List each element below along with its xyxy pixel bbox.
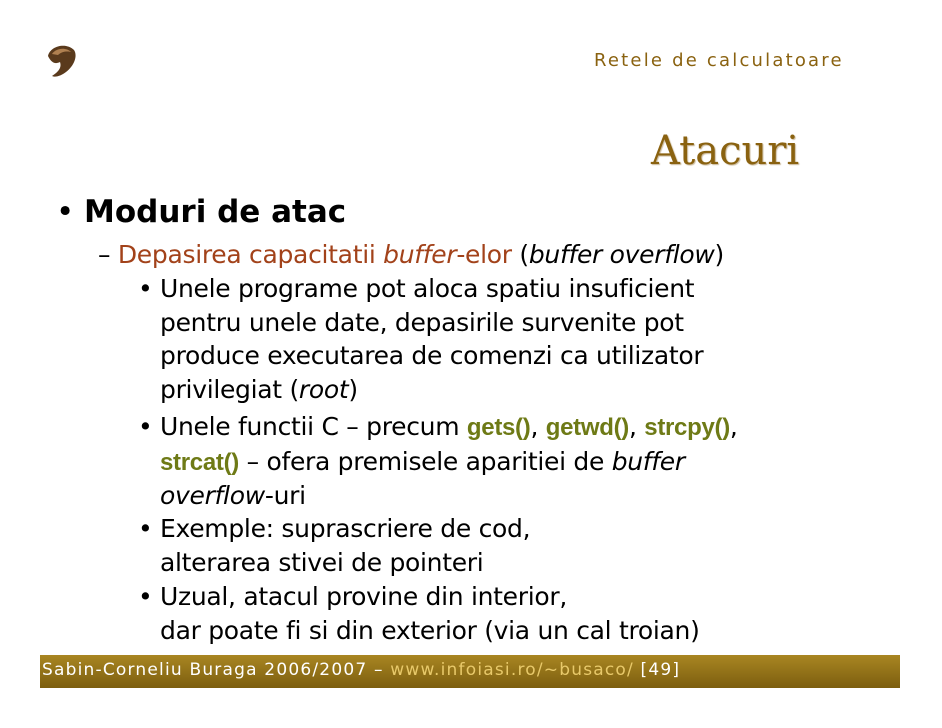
item-line: Unele programe pot aloca spatiu insuficient	[160, 274, 695, 303]
item-term: buffer	[611, 446, 685, 476]
function-name: getwd()	[545, 414, 629, 441]
item-line: pentru unele date, depasirile survenite pot	[160, 307, 684, 337]
footer-author: Sabin-Corneliu Buraga 2006/2007 –	[42, 660, 391, 680]
page-number: [49]	[633, 660, 681, 680]
item-text: – ofera premisele aparitiei de	[238, 446, 612, 476]
item-term: root	[298, 374, 349, 404]
bullet-icon: •	[56, 194, 75, 230]
course-title: Retele de calculatoare	[594, 50, 844, 71]
heading-text: Moduri de atac	[84, 194, 347, 230]
bullet-icon: •	[138, 582, 153, 611]
item-line	[160, 373, 703, 407]
footer-bar	[40, 655, 900, 688]
subheading-term: buffer overflow	[528, 240, 715, 269]
bullet-icon: •	[138, 412, 153, 441]
bullet-icon: •	[138, 514, 153, 543]
separator: ,	[530, 412, 546, 441]
bullet-icon: •	[138, 274, 153, 303]
slide-title: Atacuri	[651, 128, 800, 174]
subheading-italic: buffer	[383, 240, 457, 269]
subheading-text: Depasirea capacitatii	[117, 240, 384, 269]
item-text: )	[348, 374, 358, 404]
item-term: overflow	[160, 481, 265, 510]
item-text: Unele functii C – precum	[160, 412, 467, 441]
paren-close: )	[714, 240, 724, 269]
separator: ,	[628, 412, 645, 441]
item-line	[160, 479, 738, 513]
item-line: Uzual, atacul provine din interior,	[160, 582, 567, 611]
footer-text	[42, 660, 680, 680]
paren-open: (	[511, 240, 529, 269]
item-line	[160, 410, 738, 445]
item-line: Exemple: suprascriere de cod,	[160, 514, 531, 543]
function-name: gets()	[466, 414, 531, 441]
logo-icon	[44, 42, 78, 80]
item-line: alterarea stivei de pointeri	[160, 547, 484, 577]
item-text: -uri	[264, 481, 306, 510]
item-text: privilegiat (	[160, 374, 299, 404]
subheading-suffix: -elor	[456, 240, 512, 269]
function-name: strcpy()	[644, 414, 730, 441]
dash-icon: –	[98, 240, 111, 269]
separator: ,	[729, 412, 738, 441]
item-line: produce executarea de comenzi ca utilizator	[160, 341, 704, 370]
bullet-level2	[98, 240, 724, 269]
footer-link[interactable]: www.infoiasi.ro/~busaco/	[390, 660, 634, 680]
function-name: strcat()	[160, 448, 239, 476]
item-line	[160, 445, 738, 480]
item-line: dar poate fi si din exterior (via un cal troian)	[160, 615, 700, 645]
